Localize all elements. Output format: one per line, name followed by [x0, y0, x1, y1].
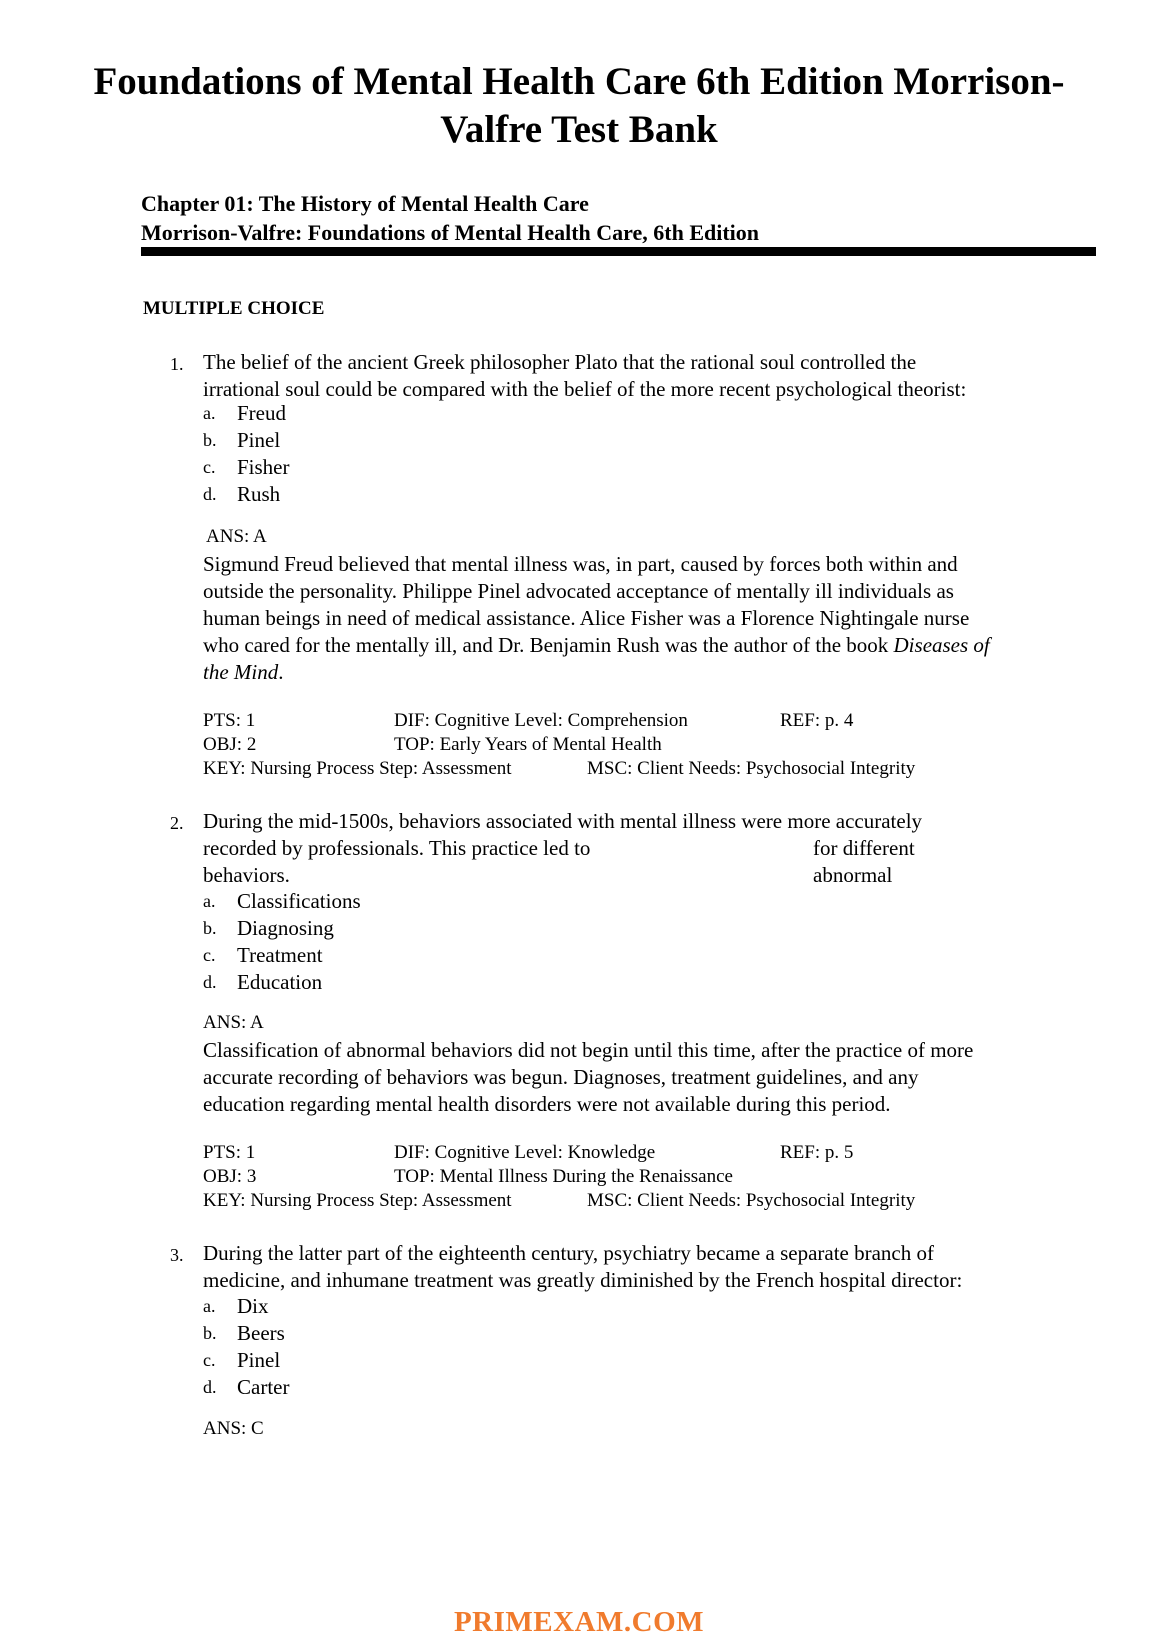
meta-ref: REF: p. 4	[780, 710, 854, 731]
rationale: Sigmund Freud believed that mental illness was, in part, caused by forces both within and outside the personality. Philippe Pinel advocated acceptance of mentally ill individuals as human beings in need of medical assistance. Alice Fisher was a Florence Nightingale nurse who cared for the mentally ill, and Dr. Benjamin Rush was the author of the book Diseases of the Mind.	[203, 552, 990, 684]
meta-msc: MSC: Client Needs: Psychosocial Integrity	[587, 758, 916, 779]
meta-dif: DIF: Cognitive Level: Comprehension	[394, 710, 688, 731]
option-letter: a.	[203, 403, 216, 423]
rationale: Classification of abnormal behaviors did not begin until this time, after the practice of more accurate recording of behaviors was begun. Diagnoses, treatment guidelines, and any education regarding mental health disorders were not available during this period.	[203, 1038, 974, 1116]
answer-label: ANS: A	[203, 1012, 264, 1033]
option-letter: b.	[203, 430, 217, 450]
chapter-heading	[141, 189, 759, 247]
option-letter: c.	[203, 945, 216, 965]
option-letter: b.	[203, 1323, 217, 1343]
question-stem: During the latter part of the eighteenth century, psychiatry became a separate branch of medicine, and inhumane treatment was greatly diminished by the French hospital director:	[203, 1241, 963, 1292]
meta-key: KEY: Nursing Process Step: Assessment	[203, 758, 512, 779]
option-text: Diagnosing	[237, 916, 334, 940]
meta-obj: OBJ: 2	[203, 734, 257, 755]
option-text: Pinel	[237, 428, 281, 452]
meta-top: TOP: Early Years of Mental Health	[394, 734, 662, 755]
option-text: Beers	[237, 1321, 285, 1345]
option-letter: d.	[203, 1377, 217, 1397]
meta-pts: PTS: 1	[203, 710, 256, 731]
header-rule	[141, 247, 1096, 256]
option-text: Treatment	[237, 943, 323, 967]
option-letter: b.	[203, 918, 217, 938]
section-heading: MULTIPLE CHOICE	[143, 298, 325, 319]
question-stem: The belief of the ancient Greek philosopher Plato that the rational soul controlled the irrational soul could be compared with the belief of the more recent psychological theorist:	[203, 350, 967, 401]
answer-label: ANS: A	[206, 526, 267, 547]
option-text: Fisher	[237, 455, 290, 479]
answer-label: ANS: C	[203, 1418, 264, 1439]
footer-watermark: PRIMEXAM.COM	[453, 1606, 705, 1638]
chapter-line: Chapter 01: The History of Mental Health Care	[141, 191, 589, 216]
option-text: Classifications	[237, 889, 361, 913]
option-letter: c.	[203, 1350, 216, 1370]
option-letter: c.	[203, 457, 216, 477]
option-text: Freud	[237, 401, 286, 425]
title-line-2: Valfre Test Bank	[440, 108, 718, 151]
question-stem: During the mid-1500s, behaviors associated with mental illness were more accurately recorded by professionals. This practice led to for different abnormal behaviors.	[203, 809, 923, 887]
meta-msc: MSC: Client Needs: Psychosocial Integrity	[587, 1190, 916, 1211]
option-letter: a.	[203, 891, 216, 911]
meta-obj: OBJ: 3	[203, 1166, 257, 1187]
meta-ref: REF: p. 5	[780, 1142, 854, 1163]
meta-top: TOP: Mental Illness During the Renaissance	[394, 1166, 733, 1187]
question-number: 2.	[170, 813, 184, 833]
option-text: Rush	[237, 482, 281, 506]
option-text: Carter	[237, 1375, 290, 1399]
option-text: Education	[237, 970, 323, 994]
question-number: 3.	[170, 1245, 184, 1265]
meta-dif: DIF: Cognitive Level: Knowledge	[394, 1142, 656, 1163]
book-line: Morrison-Valfre: Foundations of Mental Health Care, 6th Edition	[141, 220, 760, 245]
meta-pts: PTS: 1	[203, 1142, 256, 1163]
document-title	[0, 58, 1158, 154]
option-text: Pinel	[237, 1348, 281, 1372]
option-text: Dix	[237, 1294, 269, 1318]
question-number: 1.	[170, 354, 184, 374]
title-line-1: Foundations of Mental Health Care 6th Edition Morrison-	[93, 60, 1065, 103]
option-letter: a.	[203, 1296, 216, 1316]
option-letter: d.	[203, 484, 217, 504]
meta-key: KEY: Nursing Process Step: Assessment	[203, 1190, 512, 1211]
option-letter: d.	[203, 972, 217, 992]
